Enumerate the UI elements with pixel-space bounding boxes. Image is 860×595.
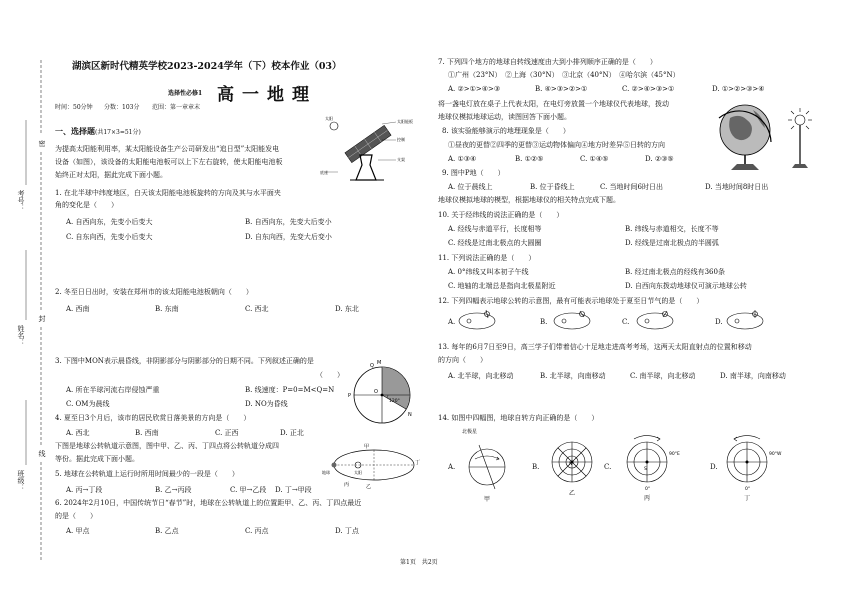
q11-option-b: B. 经过南北极点的经线有360条 (625, 268, 725, 276)
mon-label-n: N (408, 412, 412, 418)
q14-label-s: S (644, 467, 647, 472)
orbit-label-ding: 丁 (415, 460, 421, 466)
q6-stem-1: 6. 2024年2月10日，中国传统节日“春节”时，地球在公转轨道上的位置距甲、乙、丙、丁四点最近 (55, 499, 362, 507)
q3-option-b: B. 线速度：P=0=M<Q=N (245, 386, 335, 394)
q11-option-c: C. 地轴的北端总是指向北极星附近 (448, 282, 556, 290)
q10-option-b: B. 纬线与赤道相交，长度不等 (625, 225, 719, 233)
q13-stem-1: 13. 每年的6月7日至9日，高三学子们带着信心十足地走进高考考场，这两天太阳直射点的位置和移动 (438, 343, 752, 351)
orbit-intro-1: 下图是地球公转轨道示意图，图中甲、乙、丙、丁四点将公转轨道分成四 (55, 442, 279, 450)
tracker-label-base: 底座 (320, 170, 328, 175)
mon-label-o: O (374, 389, 378, 395)
q3-option-d: D. NO为昏线 (245, 400, 288, 408)
seal-mark-3: 线 (38, 450, 46, 457)
q14-option-b: B. (532, 463, 540, 471)
q6-option-c: C. 丙点 (245, 527, 269, 535)
q10-option-a: A. 经线与赤道平行，长度相等 (448, 225, 542, 233)
q1-option-c: C. 自东向西，先变小后变大 (66, 233, 153, 241)
q14-rotation-diagrams (462, 425, 842, 505)
q6-option-d: D. 丁点 (335, 527, 359, 535)
q9-stem: 9. 图中P地（ ） (442, 169, 505, 177)
q12-option-d: D. (715, 318, 723, 326)
page-footer: 第1页 共2页 (400, 559, 438, 566)
q14-label-n: N (569, 462, 573, 467)
q11-stem: 11. 下列说法正确的是（ ） (438, 254, 536, 262)
q5-option-b: B. 乙→丙段 (155, 486, 192, 494)
mon-label-angle: 120° (389, 399, 400, 404)
q5-option-d: D. 丁→甲段 (275, 486, 312, 494)
q1-option-a: A. 自西向东，先变小后变大 (66, 218, 153, 226)
q2-option-d: D. 东北 (335, 305, 359, 313)
section-note: (共17×3=51分) (95, 129, 141, 136)
seal-mark-2: 封 (38, 315, 46, 322)
q7-places: ①广州（23°N） ②上海（30°N） ③北京（40°N） ④哈尔滨（45°N） (448, 71, 680, 79)
section-title: 一、选择题 (55, 126, 95, 136)
q9-option-a: A. 位于晨线上 (448, 183, 493, 191)
q3-paren: （ ） (316, 371, 344, 379)
q1-stem-2: 角的变化是（ ） (55, 201, 118, 209)
q13-option-a: A. 北半球，向北移动 (448, 372, 514, 380)
q10-stem: 10. 关于经纬线的说法正确的是（ ） (438, 211, 564, 219)
q11-option-d: D. 自西向东拨动地球仪可演示地球公转 (625, 282, 747, 290)
q14-label-zero-2: 0° (745, 487, 751, 492)
q5-option-a: A. 丙→丁段 (66, 486, 103, 494)
q1-stem-1: 1. 在北半球中纬度地区，白天该太阳能电池板旋转的方向及其与水平面夹 (55, 189, 281, 197)
class-label: 班级： (17, 470, 25, 491)
mon-circle-figure (345, 360, 420, 430)
q2-option-a: A. 西南 (66, 305, 90, 313)
q9-option-c: C. 当地时间6时日出 (600, 183, 664, 191)
exp-intro-1: 将一盏电灯放在桌子上代表太阳，在电灯旁放置一个地球仪代表地球，拨动 (438, 100, 669, 108)
course-tag: 选择性必修1 (168, 90, 203, 97)
orbit-label-yi: 乙 (366, 484, 372, 490)
q13-stem-2: 的方向（ ） (438, 356, 487, 364)
q10-option-c: C. 经线是过南北极点的大圆圈 (448, 239, 542, 247)
binding-lines (0, 0, 60, 595)
q3-stem: 3. 下图中MON表示晨昏线，非阴影部分与阴影部分的日期不同。下列叙述正确的是 (55, 357, 314, 365)
mon-label-q: Q (370, 363, 374, 369)
meta-score: 分数：103分 (104, 104, 140, 111)
globe-lamp-figure (705, 98, 825, 178)
q2-option-b: B. 东南 (155, 305, 179, 313)
q13-option-b: B. 北半球，向南移动 (540, 372, 606, 380)
mon-label-m: M (377, 360, 382, 366)
mon-label-p: P (348, 393, 352, 399)
tracker-label-pole: 支架 (397, 157, 405, 162)
q8-option-a: A. ①③④ (448, 155, 477, 163)
q10-option-d: D. 经线是过南北极点的半圆弧 (625, 239, 719, 247)
q1-option-b: B. 自西向东，先变大后变小 (245, 218, 332, 226)
q4-option-a: A. 西北 (66, 429, 90, 437)
orbit-label-sun: 太阳 (354, 470, 362, 475)
solar-tracker-figure (320, 110, 415, 190)
q12-option-c: C. (622, 318, 630, 326)
q1-option-d: D. 自东向西，先变大后变小 (245, 233, 332, 241)
orbit-label-earth: 地球 (322, 470, 330, 475)
intro-line-1: 为提高太阳能利用率，某太阳能设备生产公司研发出“追日型”太阳能发电 (55, 145, 280, 153)
orbit-label-jia: 甲 (364, 444, 370, 450)
q9-option-d: D. 当地时间8时日出 (705, 183, 769, 191)
q4-option-d: D. 正北 (280, 429, 304, 437)
intro-line-3: 始终正对太阳，据此完成下面小题。 (55, 171, 167, 179)
subject-title: 高一地理 (217, 85, 317, 105)
q9-option-b: B. 位于昏线上 (530, 183, 575, 191)
q2-option-c: C. 西北 (245, 305, 269, 313)
q8-option-c: C. ①④⑤ (580, 155, 609, 163)
q6-option-a: A. 甲点 (66, 527, 90, 535)
q14-label-polaris: 北极星 (462, 429, 478, 435)
q14-option-c: C. (604, 463, 612, 471)
q3-option-c: C. OM为晨线 (66, 400, 110, 408)
q11-option-a: A. 0°纬线又叫本初子午线 (448, 268, 529, 276)
tracker-label-panel: 太阳能板 (397, 119, 413, 124)
q14-caption-ding: 丁 (744, 495, 751, 502)
q5-stem: 5. 地球在公转轨道上运行时所用时间最少的一段是（ ） (55, 470, 239, 478)
q6-option-b: B. 乙点 (155, 527, 179, 535)
q6-stem-2: 的是（ ） (55, 512, 97, 520)
seal-mark-1: 密 (38, 140, 46, 147)
q4-option-c: C. 正西 (215, 429, 239, 437)
q8-option-d: D. ②③⑤ (645, 155, 674, 163)
q2-stem: 2. 冬至日日出时，安装在郑州市的该太阳能电池板朝向（ ） (55, 288, 253, 296)
q3-option-a: A. 所在半球河流右岸侵蚀严重 (66, 386, 160, 394)
q7-option-c: C. ②>④>③>① (622, 85, 675, 93)
q14-stem: 14. 如图中四幅图，地球自转方向正确的是（ ） (438, 414, 599, 422)
q12-orbit-diagrams (455, 308, 785, 334)
q14-caption-jia: 甲 (484, 496, 491, 503)
q8-option-b: B. ①②⑤ (515, 155, 544, 163)
q5-option-c: C. 甲→乙段 (230, 486, 267, 494)
q14-label-zero-1: 0° (645, 487, 651, 492)
q9-tail: 地球仪模拟地球的模型，根据地球仪的相关特点完成下题。 (438, 196, 620, 204)
orbit-label-bing: 丙 (344, 482, 350, 488)
name-label: 姓名： (17, 325, 25, 346)
tracker-label-ctrl: 控制 (397, 137, 405, 142)
q4-stem: 4. 夏至日3个月后，该市的居民欣赏日落美景的方向是（ ） (55, 414, 251, 422)
orbit-intro-2: 等份。据此完成下面小题。 (55, 455, 139, 463)
q12-option-b: B. (540, 318, 548, 326)
q14-label-w90: 90°W (769, 452, 782, 457)
meta-time: 时间：50分钟 (55, 104, 93, 111)
exp-intro-2: 地球仪模拟地球运动，读图回答下面小题。 (438, 113, 571, 121)
q8-items: ①昼夜的更替②四季的更替③运动物体偏向④地方时差异⑤日转的方向 (448, 141, 665, 149)
orbit-figure (322, 440, 422, 490)
q14-caption-bing: 丙 (644, 495, 651, 502)
page-title: 湖滨区新时代精英学校2023-2024学年（下）校本作业（03） (72, 61, 342, 72)
q12-option-a: A. (448, 318, 456, 326)
q8-stem: 8. 该实验能够演示的地理现象是（ ） (442, 127, 570, 135)
intro-line-2: 设备（如图），该设备的太阳能电池板可以上下左右旋转，使太阳能电池板 (55, 158, 283, 166)
q14-option-a: A. (448, 463, 456, 471)
q14-option-d: D. (710, 463, 718, 471)
meta-scope: 范围：第一章章末 (152, 104, 201, 111)
section-heading (55, 126, 141, 137)
q7-option-b: B. ④>③>②>① (535, 85, 588, 93)
q13-option-c: C. 南半球，向北移动 (630, 372, 696, 380)
q7-option-a: A. ②>①>④>③ (448, 85, 501, 93)
q12-stem: 12. 下列四幅表示地球公转的示意图，最有可能表示地球处于夏至日节气的是（ ） (438, 297, 704, 305)
q4-option-b: B. 西南 (135, 429, 159, 437)
q13-option-d: D. 南半球，向南移动 (720, 372, 786, 380)
q7-option-d: D. ①>②>③>④ (712, 85, 765, 93)
tracker-label-sun: 太阳 (325, 116, 333, 121)
q14-caption-yi: 乙 (569, 490, 576, 497)
exam-no-label: 考号： (17, 190, 25, 211)
q14-label-e90: 90°E (669, 452, 680, 457)
q7-stem: 7. 下列四个地方的地球自转线速度由大到小排列顺序正确的是（ ） (438, 58, 657, 66)
